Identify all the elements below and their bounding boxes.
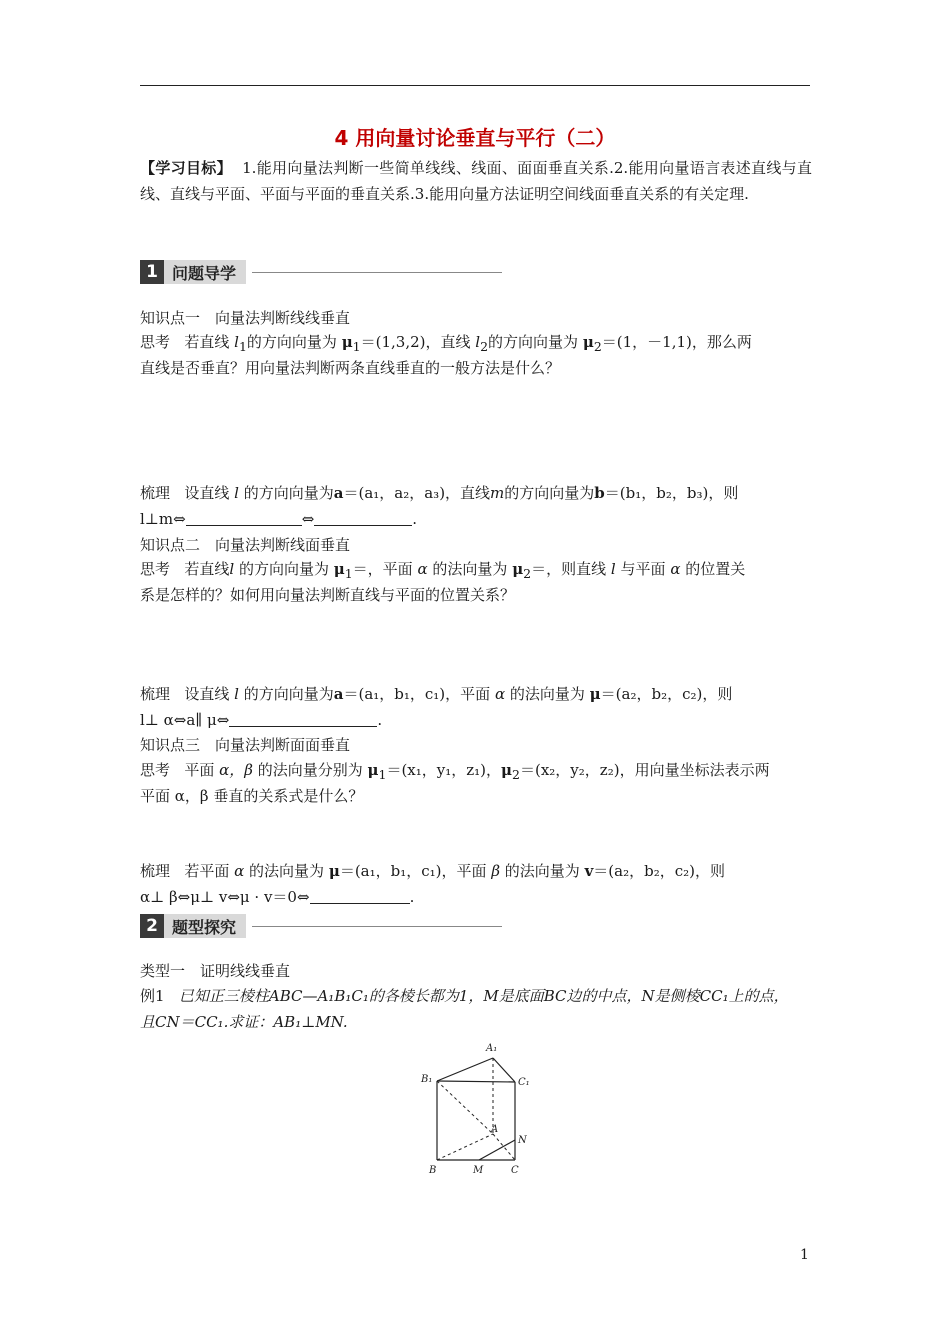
type1-heading: 类型一 证明线线垂直 bbox=[140, 962, 291, 980]
kp3-think-line2: 平面 α，β 垂直的关系式是什么？ bbox=[140, 787, 364, 805]
text: 的方向向量为 bbox=[243, 484, 334, 502]
label-C1: C₁ bbox=[518, 1077, 530, 1088]
text: ＝(1,3,2)，直线 bbox=[360, 333, 471, 351]
text: ＝(a₁，b₁，c₁)，平面 bbox=[339, 862, 487, 880]
text: ＝(b₁，b₂，b₃)，则 bbox=[604, 484, 739, 502]
section-number: 2 bbox=[140, 914, 164, 938]
text: 的方向向量为 bbox=[238, 560, 329, 578]
example-label: 例1 bbox=[140, 987, 165, 1005]
text: 的法向量为 bbox=[509, 685, 585, 703]
edge-A1C1 bbox=[493, 1058, 515, 1082]
think-label: 思考 bbox=[140, 333, 171, 351]
section-header-1 bbox=[140, 259, 502, 285]
text: l⊥ α⇔a∥ μ⇔ bbox=[140, 711, 230, 729]
kp3-think: 思考 平面 α，β 的法向量分别为 $\mu_1=(x_1$，y₁，z₁)，$\mu_2=(x_2$，y₂，z₂)，用向量坐标法表示两 bbox=[140, 761, 770, 782]
think-label: 思考 bbox=[140, 560, 171, 578]
edge-B1C1 bbox=[437, 1081, 515, 1082]
kp3-sort-line2 bbox=[140, 884, 812, 910]
text: ⇔ bbox=[301, 510, 315, 528]
section-title: 题型探究 bbox=[164, 914, 246, 938]
text: ＝，则直线 bbox=[531, 560, 607, 578]
text: 的方向向量为 bbox=[504, 484, 595, 502]
kp1-think: 思考 若直线 $l_1$的方向向量为 $\mu_1=(1,3,2)$，直线 $l_2$的方向向量为 $\mu_2=(1$，－1,1)，那么两 bbox=[140, 333, 752, 354]
text: α，β bbox=[219, 761, 253, 779]
example-text: 已知正三棱柱ABC—A₁B₁C₁的各棱长都为1，M是底面BC边的中点，N是侧棱CC₁上的点， bbox=[178, 987, 789, 1005]
objectives-label: 【学习目标】 bbox=[140, 159, 232, 177]
sort-label: 梳理 bbox=[140, 484, 171, 502]
section-number: 1 bbox=[140, 260, 164, 284]
prism-figure bbox=[415, 1038, 535, 1180]
kp2-sort: 梳理 设直线 l 的方向向量为a＝(a₁，b₁，c₁)，平面 α 的法向量为 μ＝(a₂，b₂，c₂)，则 bbox=[140, 685, 733, 703]
kp2-think-line2: 系是怎样的？如何用向量法判断直线与平面的位置关系？ bbox=[140, 586, 516, 604]
section-rule bbox=[252, 926, 502, 927]
kp1-think-line2: 直线是否垂直？用向量法判断两条直线垂直的一般方法是什么？ bbox=[140, 359, 561, 377]
subscript: 1 bbox=[238, 339, 247, 354]
text: 的法向量分别为 bbox=[257, 761, 363, 779]
kp2-sort-line2 bbox=[140, 707, 812, 733]
text: 与平面 bbox=[620, 560, 666, 578]
label-B1: B₁ bbox=[421, 1074, 433, 1085]
example-text: 且CN＝CC₁.求证：AB₁⊥MN. bbox=[140, 1013, 348, 1031]
label-A: A bbox=[491, 1124, 499, 1135]
fill-blank[interactable] bbox=[314, 510, 412, 526]
example-1-line2 bbox=[140, 1009, 812, 1035]
text: 的法向量为 bbox=[504, 862, 580, 880]
think-label: 思考 bbox=[140, 761, 171, 779]
label-M: M bbox=[473, 1165, 484, 1176]
sort-label: 梳理 bbox=[140, 862, 171, 880]
kp1-sort: 梳理 设直线 l 的方向向量为a＝(a₁，a₂，a₃)，直线m的方向向量为b＝(b₁，b₂，b₃)，则 bbox=[140, 484, 739, 502]
page-number: 1 bbox=[800, 1247, 809, 1263]
kp3-heading: 知识点三 向量法判断面面垂直 bbox=[140, 736, 351, 754]
text: ＝(x₁，y₁，z₁)， bbox=[386, 761, 502, 779]
segment-B1A-hidden bbox=[437, 1081, 493, 1134]
text: ＝(a₂，b₂，c₂)，则 bbox=[593, 862, 725, 880]
kp1-heading: 知识点一 向量法判断线线垂直 bbox=[140, 309, 351, 327]
page-title: 4 用向量讨论垂直与平行（二） bbox=[334, 126, 616, 150]
text: 设直线 bbox=[184, 484, 230, 502]
kp2-think: 思考 若直线l 的方向向量为 $\mu_1=$，平面 α 的法向量为 $\mu_2=$，则直线 l 与平面 α 的位置关 bbox=[140, 560, 746, 581]
segment-MN bbox=[479, 1140, 515, 1160]
sort-label: 梳理 bbox=[140, 685, 171, 703]
label-C: C bbox=[511, 1165, 519, 1176]
text: . bbox=[412, 510, 418, 528]
text: 若直线 bbox=[184, 560, 230, 578]
text: 的位置关 bbox=[685, 560, 746, 578]
vector-mu: μ bbox=[582, 333, 594, 351]
learning-objectives bbox=[140, 155, 812, 207]
text: 的方向向量为 bbox=[246, 333, 337, 351]
edge-BA-hidden bbox=[437, 1134, 493, 1160]
text: ＝(a₂，b₂，c₂)，则 bbox=[600, 685, 733, 703]
text: ＝，平面 bbox=[352, 560, 413, 578]
text: ＝(x₂，y₂，z₂)，用向量坐标法表示两 bbox=[519, 761, 770, 779]
text: l⊥m⇔ bbox=[140, 510, 186, 528]
objectives-text: 1.能用向量法判断一些简单线线、线面、面面垂直关系.2.能用向量语言表述直线与直线、直线与平面、平面与平面的垂直关系.3.能用向量方法证明空间线面垂直关系的有关定理. bbox=[140, 159, 812, 203]
section-header-2 bbox=[140, 913, 502, 939]
text: ＝(a₁，b₁，c₁)，平面 bbox=[343, 685, 491, 703]
vector-mu: μ bbox=[341, 333, 353, 351]
text: ＝(a₁，a₂，a₃)，直线 bbox=[343, 484, 491, 502]
section-rule bbox=[252, 272, 502, 273]
kp2-heading: 知识点二 向量法判断线面垂直 bbox=[140, 536, 351, 554]
example-1 bbox=[140, 983, 812, 1009]
fill-blank[interactable] bbox=[310, 888, 410, 904]
text: . bbox=[377, 711, 383, 729]
label-B: B bbox=[429, 1165, 437, 1176]
text: α⊥ β⇔μ⊥ v⇔μ · v＝0⇔ bbox=[140, 888, 310, 906]
text: 的方向向量为 bbox=[243, 685, 334, 703]
text: 设直线 bbox=[184, 685, 230, 703]
text: 的法向量为 bbox=[249, 862, 325, 880]
var-l: l bbox=[234, 333, 239, 351]
text: 若直线 bbox=[184, 333, 230, 351]
header-rule bbox=[140, 85, 810, 86]
subscript: 2 bbox=[480, 339, 489, 354]
text: 若平面 bbox=[184, 862, 230, 880]
text: ＝(1，－1,1)，那么两 bbox=[601, 333, 752, 351]
kp1-sort-line2 bbox=[140, 506, 812, 532]
text: 平面 bbox=[184, 761, 215, 779]
edge-AC-hidden bbox=[493, 1134, 515, 1160]
text: 的方向向量为 bbox=[488, 333, 579, 351]
text: 的法向量为 bbox=[432, 560, 508, 578]
text: . bbox=[409, 888, 415, 906]
edge-B1A1 bbox=[437, 1058, 493, 1081]
section-title: 问题导学 bbox=[164, 260, 246, 284]
kp3-sort: 梳理 若平面 α 的法向量为 μ＝(a₁，b₁，c₁)，平面 β 的法向量为 v＝(a₂，b₂，c₂)，则 bbox=[140, 862, 725, 880]
var-l: l bbox=[475, 333, 481, 351]
fill-blank[interactable] bbox=[186, 510, 302, 526]
fill-blank[interactable] bbox=[229, 711, 377, 727]
label-N: N bbox=[518, 1135, 527, 1146]
label-A1: A₁ bbox=[486, 1043, 498, 1054]
